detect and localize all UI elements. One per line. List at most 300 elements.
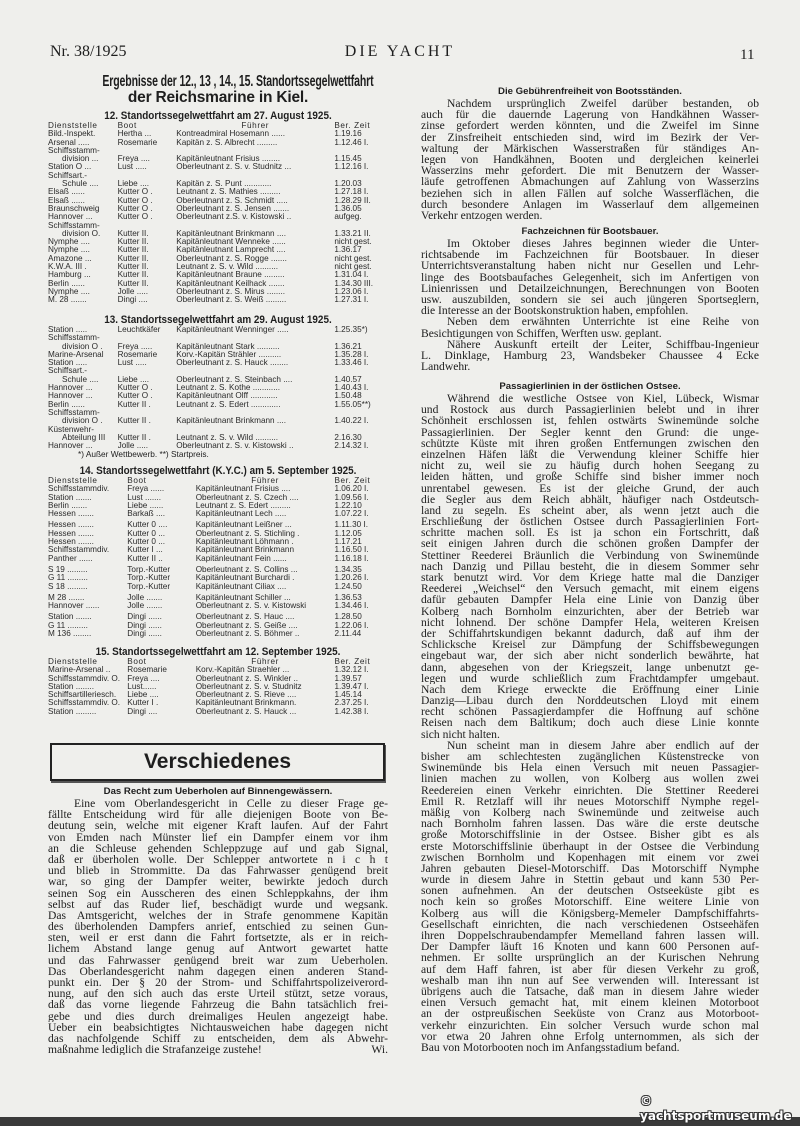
fuehrer-cell: Kapitänleutnant Wenninger ..... [176,326,289,334]
text-line-content: Unterrichtsveranstaltung haben nicht nur Gesellen und Lehr- [421,260,759,272]
table-row [48,699,388,707]
boot-cell: Kutter II . [117,433,151,442]
zeit-cell: 1.45.14 [334,691,362,700]
text-line-content: unrentabel gewesen. Es ist der gleiche Grund, der auch [421,482,759,494]
text-line [421,339,759,350]
boot-cell: Kutter O . [117,196,153,205]
fuehrer-cell: Oberleutnant z. S. Stichling . [195,529,300,538]
text-line [421,305,759,316]
table-row [48,538,388,546]
table-row-prefix [48,147,388,155]
table-row [48,205,388,213]
text-line [48,888,388,899]
text-line-content: L. Dinklage, Hamburg 23, Wandsbeker Chaussee 4 Ecke [421,349,759,362]
article-gebuehrenfreiheit [421,86,759,221]
text-line [421,294,759,305]
text-line [421,109,759,120]
text-line [421,1031,759,1042]
fuehrer-cell: Kapitänleutnant Frisius .... [195,485,291,494]
text-line [421,176,759,187]
column-header-b: Boot [127,477,147,485]
dienststelle-cell: Hessen ....... [48,510,94,519]
boot-cell: Hertha ... [117,130,152,139]
boot-cell: Jolle ....... [127,602,163,611]
text-line [421,997,759,1008]
table-row [48,666,388,674]
dienststelle-cell: Bild.-Inspekt. [48,130,96,139]
table-row [48,255,388,263]
text-line-content: nach Danzig und Pillau besteht, die in diesem Sommer sehr [421,560,759,572]
results-table [48,477,388,638]
fuehrer-cell: Oberleutnant z. S. Collins ... [195,565,298,574]
text-line-content: erste Motorschiffslinie überhaupt in der Ostsee die Verbindung [421,840,759,852]
text-line-content: an der ostpreußischen Seeküste von Cranz aus Motorboot- [421,1008,759,1020]
text-line [48,1044,388,1055]
paragraph [421,740,759,1053]
article-fachzeichnen [421,226,759,372]
zeit-cell: 1.28.50 [334,613,362,622]
text-line [421,328,759,339]
boot-cell: Kutter O . [117,188,153,197]
boot-cell: Jolle ....... [127,593,163,602]
text-line-content: Jahren gebauten Diesel-Motorschiff. Das Motorschiff Nymphe [421,862,759,875]
article-heading: Fachzeichnen für Bootsbauer. [521,226,659,237]
boot-cell: Rosemarie [117,138,158,147]
text-line [421,132,759,143]
text-line-content: Reisen nach dem Baltikum; doch auch diese Linie konnte [421,717,759,729]
text-line-content: nicht zu, weil sie zu häufig durch hohen Seegang zu [421,460,759,472]
column-header-d: Dienststelle [48,477,98,485]
table-row [48,155,388,163]
text-line [48,966,388,977]
paragraph [421,339,759,373]
dienststelle-cell: G 11 ......... [48,574,88,583]
boot-cell: Liebe .... [117,375,150,384]
table-row [48,434,388,442]
dienststelle-cell: Hessen ....... [48,521,94,530]
text-line [421,404,759,415]
fuehrer-cell: Leutnant z. S. Edert ............. [176,400,281,409]
race-title: 14. Standortssegelwettfahrt (K.Y.C.) am 5. September 1925. [79,465,357,477]
text-line [421,471,759,482]
race-12 [48,110,388,305]
table-row [48,288,388,296]
zeit-cell: 1.40.43 I. [334,384,369,393]
text-line [421,639,759,650]
text-line-content: die Segler aus dem Reich abhält, häufiger nach Ostdeutsch- [421,493,759,505]
table-row-prefix [48,409,388,417]
text-line [421,952,759,963]
text-line-content: Erschließung der östlichen Ostsee durch Passagierlinien Fort- [421,516,759,528]
text-line-content: verkehr einzurichten. Ein solcher Versuch wurde schon mal [421,1019,759,1031]
dienststelle-cell: Station ......... [48,707,97,716]
dienststelle-cell: Station ..... [48,359,88,368]
zeit-cell: 1.28.29 II. [334,196,371,205]
text-line [421,650,759,661]
zeit-cell: nicht gest. [334,238,372,247]
text-line-content: der Schiffahrtskundigen bekannt dadurch, daß auf ihm der [421,627,759,640]
text-line [421,863,759,874]
text-line-content: nehmen. Er sollte ursprünglich an der Kurischen Nehrung [421,952,759,964]
fuehrer-cell: Kapitän z. S. Punt ............ [176,180,272,189]
column-header-z: Ber. Zeit [334,658,371,666]
results-table [48,658,388,716]
zeit-cell: 1.40.57 [334,375,362,384]
dienststelle-cell: G 11 ......... [48,621,88,630]
dienststelle-prefix: Schiffsstamm- [48,334,100,343]
text-line [421,460,759,471]
text-line-content: und blieb in Strommitte. Da das Fahrwasser genügend breit [48,865,388,877]
zeit-cell: 1.33.21 II. [334,229,371,238]
text-line-content: Kolberg nach Bornholm einzurichten, aber der Betrieb war [421,605,759,617]
text-line-content: zwischen Bornholm und Kopenhagen mit einem vor zwei [421,851,759,863]
zeit-cell: 1.50.48 [334,392,362,401]
text-line-content: Verkehr entzogen werden. [421,209,543,222]
text-line [421,120,759,131]
boot-cell: Lust...... [127,682,157,691]
table-row-prefix [48,172,388,180]
text-line-content: beziehen sich in allen Fällen auf solche Wasserflächen, die [421,187,759,199]
text-line [48,999,388,1010]
zeit-cell: 1.23.06 I. [334,287,369,296]
table-row [48,384,388,392]
text-line-content: ihren Doppelschraubendampfer Memelland fahren lassen will. [421,930,759,942]
text-line-content: Nähere Auskunft erteilt der Leiter, Schiffbau-Ingenieur [447,338,759,350]
table-header [48,658,388,666]
text-line-content: durch besondere Anlagen im Wasserlauf dem allgemeinen [421,198,759,210]
column-header-b: Boot [127,658,147,666]
text-line [421,393,759,404]
dienststelle-cell: Schiffsstammdiv. O. [48,674,121,683]
zeit-cell: 1.09.56 I. [334,493,369,502]
text-line-content: richtsabende im Fachzeichnen für Bootsbauer. In dieser [421,249,759,261]
fuehrer-cell: Oberleutnant z. S. Mirus ........ [176,287,286,296]
zeit-cell: 1.39.57 [334,674,362,683]
column-header-d: Dienststelle [48,122,98,130]
watermark: © yachtsportmuseum.de [640,1094,792,1123]
boot-cell: Dingi .... [127,707,158,716]
text-line [421,628,759,639]
text-line [421,1008,759,1019]
fuehrer-cell: Korv.-Kapitän Straehler ... [195,666,290,675]
dienststelle-cell: Schiffsartilleriesch. [48,691,117,700]
zeit-cell: 1.27.31 I. [334,296,369,305]
table-row [48,594,388,602]
text-line [421,188,759,199]
text-line-content: lichem Abstand lange genug auf Antwort gewartet hatte [48,943,388,955]
zeit-cell: 1.40.22 I. [334,417,369,426]
text-line [421,561,759,572]
text-line [421,885,759,896]
dienststelle-cell: Station ........ [48,682,94,691]
zeit-cell: 1.33.46 I. [334,359,369,368]
fuehrer-cell: Oberleutnant z. S. Rogge ....... [176,254,287,263]
text-line-content: Nachdem ursprünglich Zweifel darüber bestanden, ob [447,98,759,110]
text-line [421,807,759,818]
text-line [421,740,759,751]
text-line [48,910,388,921]
fuehrer-cell: Oberleutnant z. S. v. Kistowski .. [176,442,294,451]
table-row [48,417,388,425]
dienststelle-cell: Station ....... [48,613,92,622]
fuehrer-cell: Oberleutnant z. S. Hauck ... [195,707,297,716]
results-table [48,122,388,305]
magazine-title: DIE YACHT [344,43,456,60]
text-line-content: usw. auszubilden, sondern sie sei auch jüngeren Sportseglern, [421,293,759,306]
text-line [421,684,759,695]
table-row [48,555,388,563]
table-row [48,613,388,621]
table-row [48,213,388,221]
text-line-content: Reederei „Weichsel“ den Versuch gemacht, mit einem eigens [421,583,759,595]
text-line [421,272,759,283]
text-line-content: dafür gebauten Dampfer Hela eine Linie von Danzig über [421,594,759,606]
zeit-cell: 1.36.05 [334,204,362,213]
fuehrer-cell: Leutnant z. S. Edert ......... [195,501,291,510]
table-row [48,566,388,574]
text-line [48,1022,388,1033]
boot-cell: Kutter II. [117,246,149,255]
text-line [421,975,759,986]
boot-cell: Kutter II .. [127,554,163,563]
text-line [48,876,388,887]
zeit-cell: 1.36.17 [334,246,362,255]
text-line-content: deutung sein, welche mit eigener Kraft laufen. Auf der Fahrt [48,820,388,832]
text-line [421,617,759,628]
table-row [48,691,388,699]
boot-cell: Jolle ..... [117,287,149,296]
race-title: 15. Standortssegelwettfahrt am 12. September 1925. [95,646,341,658]
boot-cell: Rosemarie [117,350,158,359]
dienststelle-cell: division O. [62,229,101,238]
fuehrer-cell: Oberleutnant z. S. Jensen ....... [176,204,290,213]
text-line [421,896,759,907]
boot-cell: Freya ..... [117,342,153,351]
table-row [48,683,388,691]
boot-cell: Kutter O . [117,392,153,401]
dienststelle-prefix: Schiffsart.- [48,367,87,376]
table-row [48,602,388,610]
dienststelle-cell: Nymphe .... [48,246,90,255]
table-row [48,401,388,409]
fuehrer-cell: Oberleutnant z. S. v. Kistowski [195,602,307,611]
fuehrer-cell: Oberleutnant z. S. v. Studnitz ... [176,163,292,172]
dienststelle-cell: Hannover ... [48,442,93,451]
zeit-cell: 1.12.16 I. [334,163,369,172]
zeit-cell: nicht gest. [334,254,372,263]
text-line [421,483,759,494]
text-line-content: maßnahme lediglich die Strafanzeige zustehe! [48,1044,262,1056]
text-line-content: auch für die dauernde Lagerung von Handkähnen Wasser- [421,109,759,121]
text-line [48,798,388,809]
paragraph [421,98,759,221]
column-header-z: Ber. Zeit [334,477,371,485]
text-line-content: an die Schleuse gehenden Schleppzuge auf und gab Signal, [48,842,388,854]
fuehrer-cell: Leutnant z. S. Mathies ......... [176,188,281,197]
table-row [48,163,388,171]
table-row [48,180,388,188]
boot-cell: Kutter I . [127,699,159,708]
fuehrer-cell: Kapitänleutnant Stark .......... [176,342,280,351]
text-line-content: linien machen zu wollen, von Kolberg aus wollen zwei [421,773,759,785]
text-line [421,964,759,975]
dienststelle-cell: Abteilung III [62,433,106,442]
text-line [421,818,759,829]
results-title-line1: Ergebnisse der 12., 13 , 14., 15. Standortssegelwettfahrt [102,73,374,90]
text-line-content: Gesellschaft einrichten, die nach verschiedenen Ostseehäfen [421,918,759,930]
column-header-z: Ber. Zeit [334,122,371,130]
table-row [48,271,388,279]
text-line-content: stark benutzt wird. Vor dem Kriege hatte mal die Danziger [421,572,759,584]
text-line [48,809,388,820]
text-line-content: nicht lohnend. Der schöne Dampfer Hela, weiteren Kreisen [421,616,759,628]
text-line [48,955,388,966]
fuehrer-cell: Leutnant z. S. v. Wild .......... [176,263,279,272]
fuehrer-cell: Oberleutnant z. S. Rieve .... [195,691,297,700]
fuehrer-cell: Kapitänleutnant Olff ............ [176,392,278,401]
dienststelle-cell: Hannover ...... [48,602,100,611]
text-line [421,1042,759,1053]
text-line [48,832,388,843]
zeit-cell: 2.37.25 I. [334,699,369,708]
dienststelle-cell: Hannover ... [48,392,93,401]
text-line [421,986,759,997]
dienststelle-cell: Arsenal ..... [48,138,90,147]
text-line [421,550,759,561]
text-line [421,662,759,673]
zeit-cell: 1.16.50 I. [334,546,369,555]
text-line-content: weshalb man ihn nun auf See verwenden will. Interessant ist [421,974,759,986]
text-line [421,143,759,154]
text-line-content: noch kein so großes Motorschiff. Eine weitere Linie von [421,896,759,908]
fuehrer-cell: Oberleutnant z. S. Winkler .. [195,674,299,683]
article-passagierlinien [421,381,759,1053]
table-row [48,343,388,351]
table-row [48,494,388,502]
zeit-cell: aufgeg. [334,213,362,222]
footnote: *) Außer Wettbewerb. **) Startpreis. [78,449,209,460]
zeit-cell: 1.12.46 I. [334,138,369,147]
dienststelle-prefix: Küstenwehr- [48,425,94,434]
text-line-content: Das Amtsgericht, welches der in Strafe genommene Kapitän [48,909,388,922]
text-line [421,98,759,109]
results-title-line2: der Reichsmarine in Kiel. [127,89,309,106]
fuehrer-cell: Kapitänleutnant Brinkmann .... [176,417,286,426]
text-line-content: der Zinsfreiheit entschieden sind, wird im Bezirk der Ver- [421,131,759,143]
fuehrer-cell: Kapitänleutnant Schiller ... [195,593,291,602]
zeit-cell: 1.34.46 I. [334,602,369,611]
race-title: 12. Standortssegelwettfahrt am 27. August 1925. [104,110,332,122]
zeit-cell: 1.06.20 I. [334,485,369,494]
fuehrer-cell: Oberleutnant z. S. Czech .... [195,493,299,502]
dienststelle-prefix: Schiffsstamm- [48,221,100,230]
text-line-content: Landwehr. [421,361,471,373]
race-15 [48,646,388,716]
boot-cell: Torp.-Kutter [127,565,171,574]
table-header [48,477,388,485]
fuehrer-cell: Oberleutnant z. S. Böhmer .. [195,630,300,639]
fuehrer-cell: Kapitänleutnant Fein ...... [195,554,287,563]
zeit-cell: 1.42.38 I. [334,707,369,716]
boot-cell: Kutter II. [117,229,149,238]
zeit-cell: 1.34.35 [334,565,362,574]
boot-cell: Kutter O . [117,204,153,213]
boot-cell: Freya .... [117,155,150,164]
zeit-cell: 1.19.16 [334,130,362,139]
column-header-d: Dienststelle [48,658,98,666]
dienststelle-cell: Braunschweig [48,204,100,213]
boot-cell: Kutter 0 ... [127,529,166,538]
boot-cell: Torp.-Kutter [127,582,171,591]
dienststelle-cell: Schiffsstammdiv. O. [48,699,121,708]
text-line-content: bisher am schlechtesten zugänglichen Küstenstrecke von [421,751,759,763]
race-13 [48,314,388,459]
text-line-content: nach Bornholm fahren lassen. Das wäre die erste deutsche [421,818,759,830]
text-line-content: seit einigen Jahren durch die schönen großen Dampfer der [421,538,759,550]
section-box-verschiedenes: Verschiedenes [50,743,385,781]
fuehrer-cell: Oberleutnant z. S. Geiße .... [195,621,298,630]
dienststelle-cell: Elsaß ...... [48,196,85,205]
boot-cell: Kutter II. [117,238,149,247]
text-line-content: Reedereien einen Verkehr einrichten. Die Stettiner Reederei [421,784,759,796]
boot-cell: Lust ..... [117,359,147,368]
text-line [421,449,759,460]
text-line [421,438,759,449]
dienststelle-cell: Hessen ....... [48,529,94,538]
race-title: 13. Standortssegelwettfahrt am 29. August 1925. [104,314,332,326]
text-line [421,165,759,176]
text-line [48,921,388,932]
zeit-cell: 1.31.04 I. [334,271,369,280]
text-line [421,572,759,583]
boot-cell: Liebe ...... [127,501,164,510]
zeit-cell: nicht gest. [334,263,372,272]
text-line [421,505,759,516]
table-row [48,376,388,384]
table-row [48,263,388,271]
column-header-f: Führer [251,658,279,666]
dienststelle-cell: Berlin ...... [48,279,85,288]
text-line-content: Linienrissen und Detailzeichnungen, Berechnungen von Booten [421,282,759,294]
text-line [421,908,759,919]
table-row [48,574,388,582]
text-line-content: daß er überholen wolle. Der Schlepper antwortete n i c h t [48,853,388,866]
boot-cell: Kutter O . [117,213,153,222]
text-line [421,594,759,605]
text-line [48,977,388,988]
dienststelle-cell: Schule .... [62,180,99,189]
fuehrer-cell: Kapitänleutnant Brinkmann .... [176,229,286,238]
dienststelle-cell: Station ....... [48,493,92,502]
dienststelle-prefix: Schiffsart.- [48,171,87,180]
text-line-content: Besichtigungen von Schiffen, Werften usw. geplant. [421,327,662,339]
text-line-content: läufe getroffenen Abmachungen auf Zahlung von Wasserzins [421,176,759,188]
text-line [421,796,759,807]
text-line-content: Im Oktober dieses Jahres beginnen wieder die Unter- [447,238,759,250]
zeit-cell: 1.15.45 [334,155,362,164]
table-row [48,280,388,288]
zeit-cell: 1.39.47 I. [334,682,369,691]
dienststelle-cell: division ... [62,155,99,164]
text-line-content: das nachfolgende Schiff zu entscheiden, dem als Abwehr- [48,1032,388,1045]
fuehrer-cell: Oberleutnant z. S. Steinbach .... [176,375,293,384]
text-line [421,210,759,221]
zeit-cell: 1.35.28 I. [334,350,369,359]
boot-cell: Jolle ..... [117,442,149,451]
text-line-content: schützte Küste mit ihren großen Entfernungen zwischen den [421,437,759,449]
text-line-content: Während die westliche Ostsee von Kiel, Lübeck, Wismar [447,393,759,405]
dienststelle-cell: Hannover ... [48,384,93,393]
